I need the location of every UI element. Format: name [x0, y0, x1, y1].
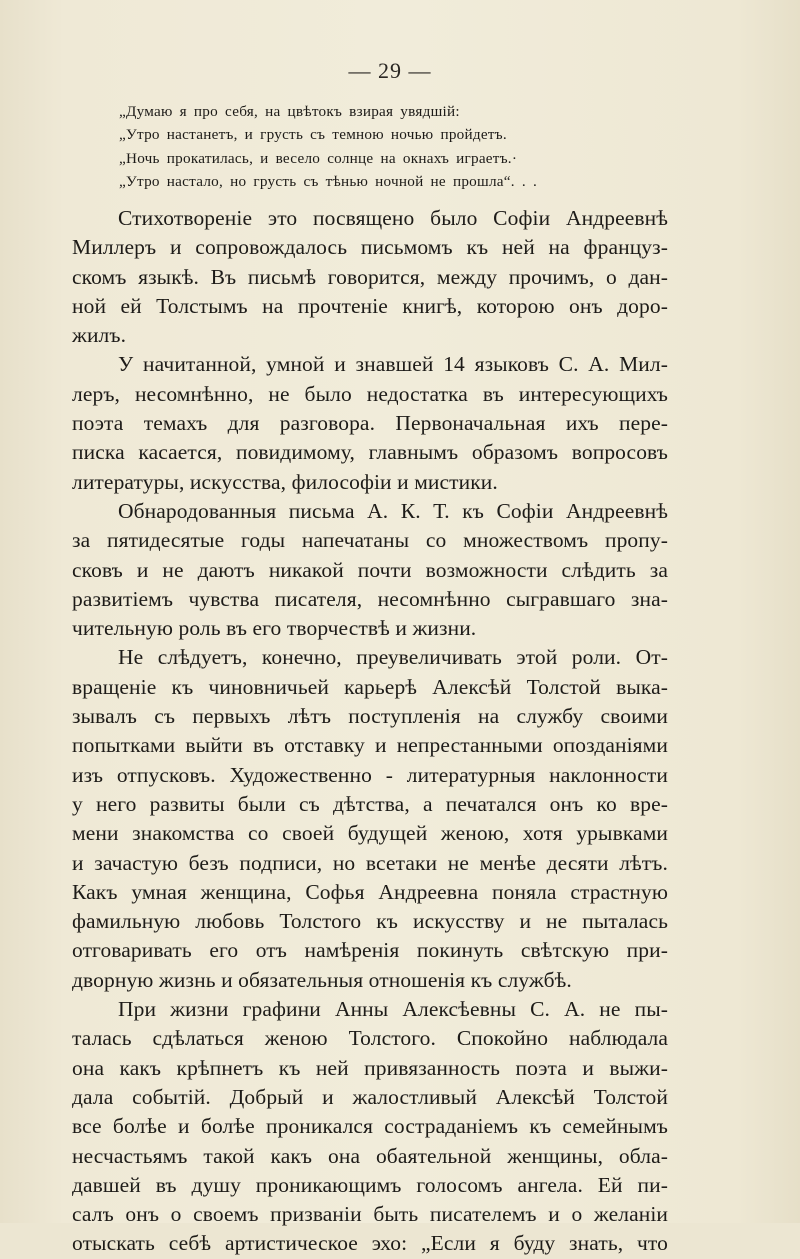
- text-line: ной ей Толстымъ на прочтеніе книгѣ, которою онъ доро-: [72, 293, 668, 318]
- text-line: талась сдѣлаться женою Толстого. Спокойно наблюдала: [72, 1026, 668, 1051]
- text-line: Стихотвореніе это посвящено было Софіи Андреевнѣ: [118, 206, 668, 230]
- verse-quote: [119, 100, 679, 193]
- paragraph: [72, 497, 668, 643]
- text-line: фамильную любовь Толстого къ искусству и не пыталась: [72, 909, 668, 934]
- text-line: дворную жизнь и обязательныя отношенія къ службѣ.: [72, 967, 572, 992]
- text-line: сковъ и не даютъ никакой почти возможности слѣдить за: [72, 557, 668, 582]
- text-line: за пятидесятые годы напечатаны со множествомъ пропу-: [72, 528, 668, 553]
- text-line: несчастьямъ такой какъ она обаятельной женщины, обла-: [72, 1143, 668, 1168]
- paragraph: [72, 350, 668, 496]
- text-line: отговаривать его отъ намѣренія покинуть свѣтскую при-: [72, 938, 668, 963]
- text-line: и зачастую безъ подписи, но всетаки не менѣе десяти лѣтъ.: [72, 850, 668, 875]
- text-line: вращеніе къ чиновничьей карьерѣ Алексѣй Толстой выка-: [72, 674, 668, 699]
- paragraph: [72, 643, 668, 995]
- page-number: — 29 —: [348, 58, 432, 83]
- text-line: давшей въ душу проникающимъ голосомъ ангела. Ей пи-: [72, 1172, 668, 1197]
- text-line: зывалъ съ первыхъ лѣтъ поступленія на службу своими: [72, 704, 668, 729]
- text-line: салъ онъ о своемъ призваніи быть писателемъ и о желаніи: [72, 1202, 668, 1227]
- text-line: Миллеръ и сопровождалось письмомъ къ ней на француз-: [72, 235, 668, 260]
- text-line: изъ отпусковъ. Художественно - литературныя наклонности: [72, 762, 668, 787]
- text-line: чительную роль въ его творчествѣ и жизни.: [72, 616, 477, 641]
- text-line: У начитанной, умной и знавшей 14 языковъ С. А. Мил-: [118, 352, 668, 377]
- text-line: все болѣе и болѣе проникался состраданіемъ къ семейнымъ: [72, 1114, 668, 1139]
- text-line: литературы, искусства, философіи и мистики.: [72, 469, 498, 494]
- text-line: леръ, несомнѣнно, не было недостатка въ интересующихъ: [72, 381, 668, 406]
- paragraph: [72, 995, 668, 1259]
- text-line: поэта темахъ для разговора. Первоначальная ихъ пере-: [72, 411, 668, 436]
- text-line: отыскать себѣ артистическое эхо: „Если я буду знать, что: [72, 1231, 668, 1256]
- text-line: мени знакомства со своей будущей женою, хотя урывками: [72, 821, 668, 846]
- text-line: развитіемъ чувства писателя, несомнѣнно сыгравшаго зна-: [72, 586, 668, 611]
- text-line: писка касается, повидимому, главнымъ образомъ вопросовъ: [72, 440, 668, 465]
- verse-line: „Утро настало, но грусть съ тѣнью ночной не прошла“. . .: [119, 172, 538, 190]
- text-line: Какъ умная женщина, Софья Андреевна поняла страстную: [72, 879, 668, 904]
- text-line: Обнародованныя письма А. К. Т. къ Софіи Андреевнѣ: [118, 498, 668, 523]
- text-line: жилъ.: [72, 323, 127, 348]
- text-line: у него развиты были съ дѣтства, а печатался онъ ко вре-: [72, 791, 668, 816]
- text-line: попытками выйти въ отставку и непрестанными опозданіями: [72, 733, 668, 758]
- text-line: скомъ языкѣ. Въ письмѣ говорится, между прочимъ, о дан-: [72, 264, 668, 289]
- paragraph: [72, 204, 668, 350]
- verse-line: „Ночь прокатилась, и весело солнце на окнахъ играетъ.·: [119, 149, 518, 167]
- verse-line: „Утро настанетъ, и грусть съ темною ночью пройдетъ.: [119, 126, 507, 144]
- body-text: [72, 204, 668, 1259]
- text-line: дала событій. Добрый и жалостливый Алексѣй Толстой: [72, 1084, 668, 1109]
- text-line: Не слѣдуетъ, конечно, преувеличивать этой роли. От-: [118, 645, 668, 670]
- verse-line: „Думаю я про себя, на цвѣтокъ взирая увядшій:: [119, 103, 460, 120]
- text-line: она какъ крѣпнетъ къ ней привязанность поэта и выжи-: [72, 1055, 668, 1080]
- text-line: При жизни графини Анны Алексѣевны С. А. не пы-: [118, 997, 668, 1022]
